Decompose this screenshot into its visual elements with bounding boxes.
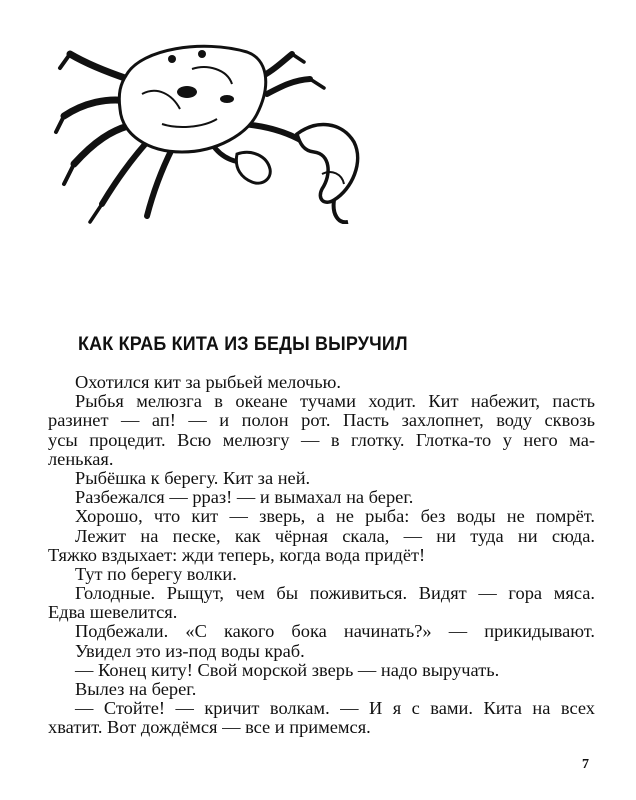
text-line: Тут по берегу волки. <box>75 563 237 584</box>
text-line: — Стойте! — кричит волкам. — И я с вами. Кита на всех <box>75 698 595 719</box>
text-line: хватит. Вот дождёмся — все и примемся. <box>48 717 371 738</box>
text-line: Хорошо, что кит — зверь, а не рыба: без воды не помрёт. <box>75 506 595 527</box>
crab-illustration <box>42 24 372 224</box>
text-line: Лежит на песке, как чёрная скала, — ни туда ни сюда. <box>75 525 595 546</box>
text-line: Вылез на берег. <box>75 679 197 699</box>
story-body <box>48 373 595 738</box>
text-line: усы процедит. Всю мелюзгу — в глотку. Глотка-то у него ма- <box>48 429 595 450</box>
story-title: КАК КРАБ КИТА ИЗ БЕДЫ ВЫРУЧИЛ <box>78 333 408 355</box>
text-line: ленькая. <box>48 448 114 469</box>
text-line: разинет — ап! — и полон рот. Пасть захлопнет, воду сквозь <box>48 410 595 431</box>
text-line: — Конец киту! Свой морской зверь — надо выручать. <box>75 659 500 680</box>
text-line: Едва шевелится. <box>48 602 178 623</box>
text-line: Тяжко вздыхает: жди теперь, когда вода придёт! <box>48 544 426 565</box>
text-line: Подбежали. «С какого бока начинать?» — прикидывают. <box>75 621 595 642</box>
text-line: Рыбья мелюзга в океане тучами ходит. Кит набежит, пасть <box>75 391 595 412</box>
text-line: Рыбёшка к берегу. Кит за ней. <box>75 467 311 488</box>
text-line: Разбежался — рраз! — и вымахал на берег. <box>75 487 414 508</box>
text-line: Увидел это из-под воды краб. <box>75 640 305 661</box>
page-number: 7 <box>582 757 589 772</box>
text-line: Охотился кит за рыбьей мелочью. <box>75 372 342 392</box>
text-line: Голодные. Рыщут, чем бы поживиться. Видят — гора мяса. <box>75 583 595 604</box>
